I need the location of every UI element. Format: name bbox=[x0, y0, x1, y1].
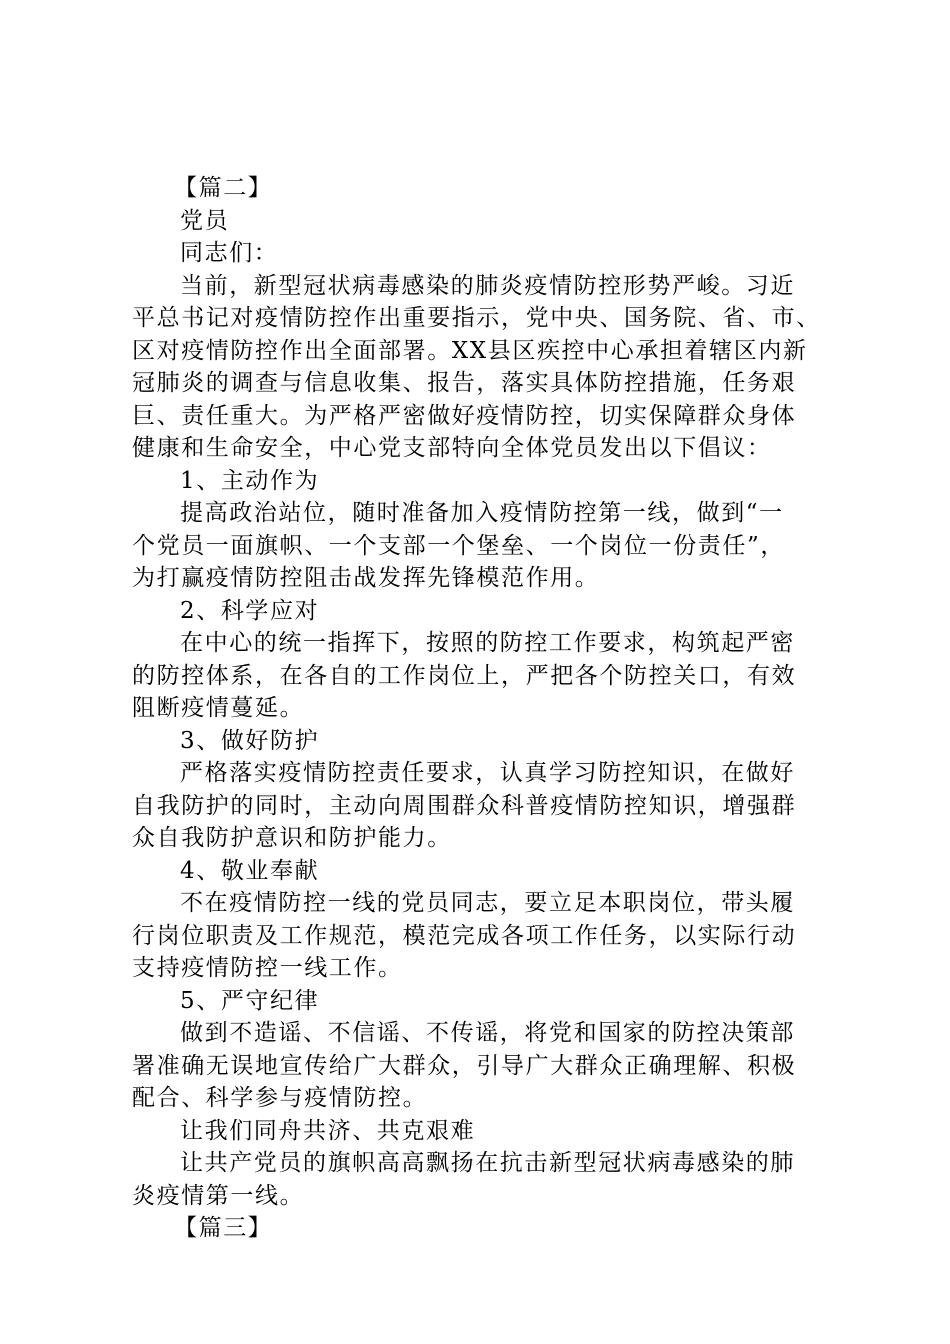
item-line: 自我防护的同时，主动向周围群众科普疫情防控知识，增强群 bbox=[132, 792, 797, 819]
item-line: 个党员一面旗帜、一个支部一个堡垒、一个岗位一份责任”， bbox=[132, 532, 785, 559]
item-line: 众自我防护意识和防护能力。 bbox=[132, 825, 452, 851]
item-heading: 5、严守纪律 bbox=[180, 987, 320, 1014]
item-line: 不在疫情防控一线的党员同志，要立足本职岗位，带头履 bbox=[180, 890, 795, 916]
item-line: 提高政治站位，随时准备加入疫情防控第一线，做到“一 bbox=[180, 500, 784, 526]
item-heading: 4、敬业奉献 bbox=[180, 857, 320, 884]
item-line: 行岗位职责及工作规范，模范完成各项工作任务，以实际行动 bbox=[132, 922, 797, 949]
intro-line: 健康和生命安全，中心党支部特向全体党员发出以下倡议： bbox=[132, 435, 772, 461]
intro-line: 区对疫情防控作出全面部署。XX县区疾控中心承担着辖区内新 bbox=[132, 337, 808, 364]
salutation-members: 党员 bbox=[180, 207, 230, 234]
section-three-heading: 【篇三】 bbox=[174, 1215, 273, 1241]
intro-line: 巨、责任重大。为严格严密做好疫情防控，切实保障群众身体 bbox=[132, 402, 797, 429]
item-line: 阻断疫情蔓延。 bbox=[132, 695, 305, 721]
intro-line: 平总书记对疫情防控作出重要指示，党中央、国务院、省、市、 bbox=[132, 305, 821, 331]
closing-line: 炎疫情第一线。 bbox=[132, 1182, 305, 1209]
item-line: 配合、科学参与疫情防控。 bbox=[132, 1085, 428, 1111]
closing-line: 让共产党员的旗帜高高飘扬在抗击新型冠状病毒感染的肺 bbox=[180, 1150, 795, 1176]
item-line: 在中心的统一指挥下，按照的防控工作要求，构筑起严密 bbox=[180, 630, 795, 656]
item-line: 署准确无误地宣传给广大群众，引导广大群众正确理解、积极 bbox=[132, 1052, 797, 1079]
section-two-heading: 【篇二】 bbox=[174, 175, 273, 201]
item-line: 严格落实疫情防控责任要求，认真学习防控知识，在做好 bbox=[180, 760, 795, 786]
item-line: 支持疫情防控一线工作。 bbox=[132, 955, 403, 981]
item-heading: 1、主动作为 bbox=[180, 467, 320, 494]
item-line: 为打赢疫情防控阻击战发挥先锋模范作用。 bbox=[132, 565, 600, 591]
salutation-comrades: 同志们： bbox=[180, 240, 279, 266]
document-body bbox=[132, 172, 832, 1245]
intro-line: 当前，新型冠状病毒感染的肺炎疫情防控形势严峻。习近 bbox=[180, 272, 795, 299]
closing-line: 让我们同舟共济、共克艰难 bbox=[180, 1117, 476, 1144]
item-line: 的防控体系，在各自的工作岗位上，严把各个防控关口，有效 bbox=[132, 662, 797, 689]
item-line: 做到不造谣、不信谣、不传谣，将党和国家的防控决策部 bbox=[180, 1020, 795, 1046]
item-heading: 3、做好防护 bbox=[180, 727, 320, 754]
item-heading: 2、科学应对 bbox=[180, 597, 320, 624]
intro-line: 冠肺炎的调查与信息收集、报告，落实具体防控措施，任务艰 bbox=[132, 370, 797, 396]
